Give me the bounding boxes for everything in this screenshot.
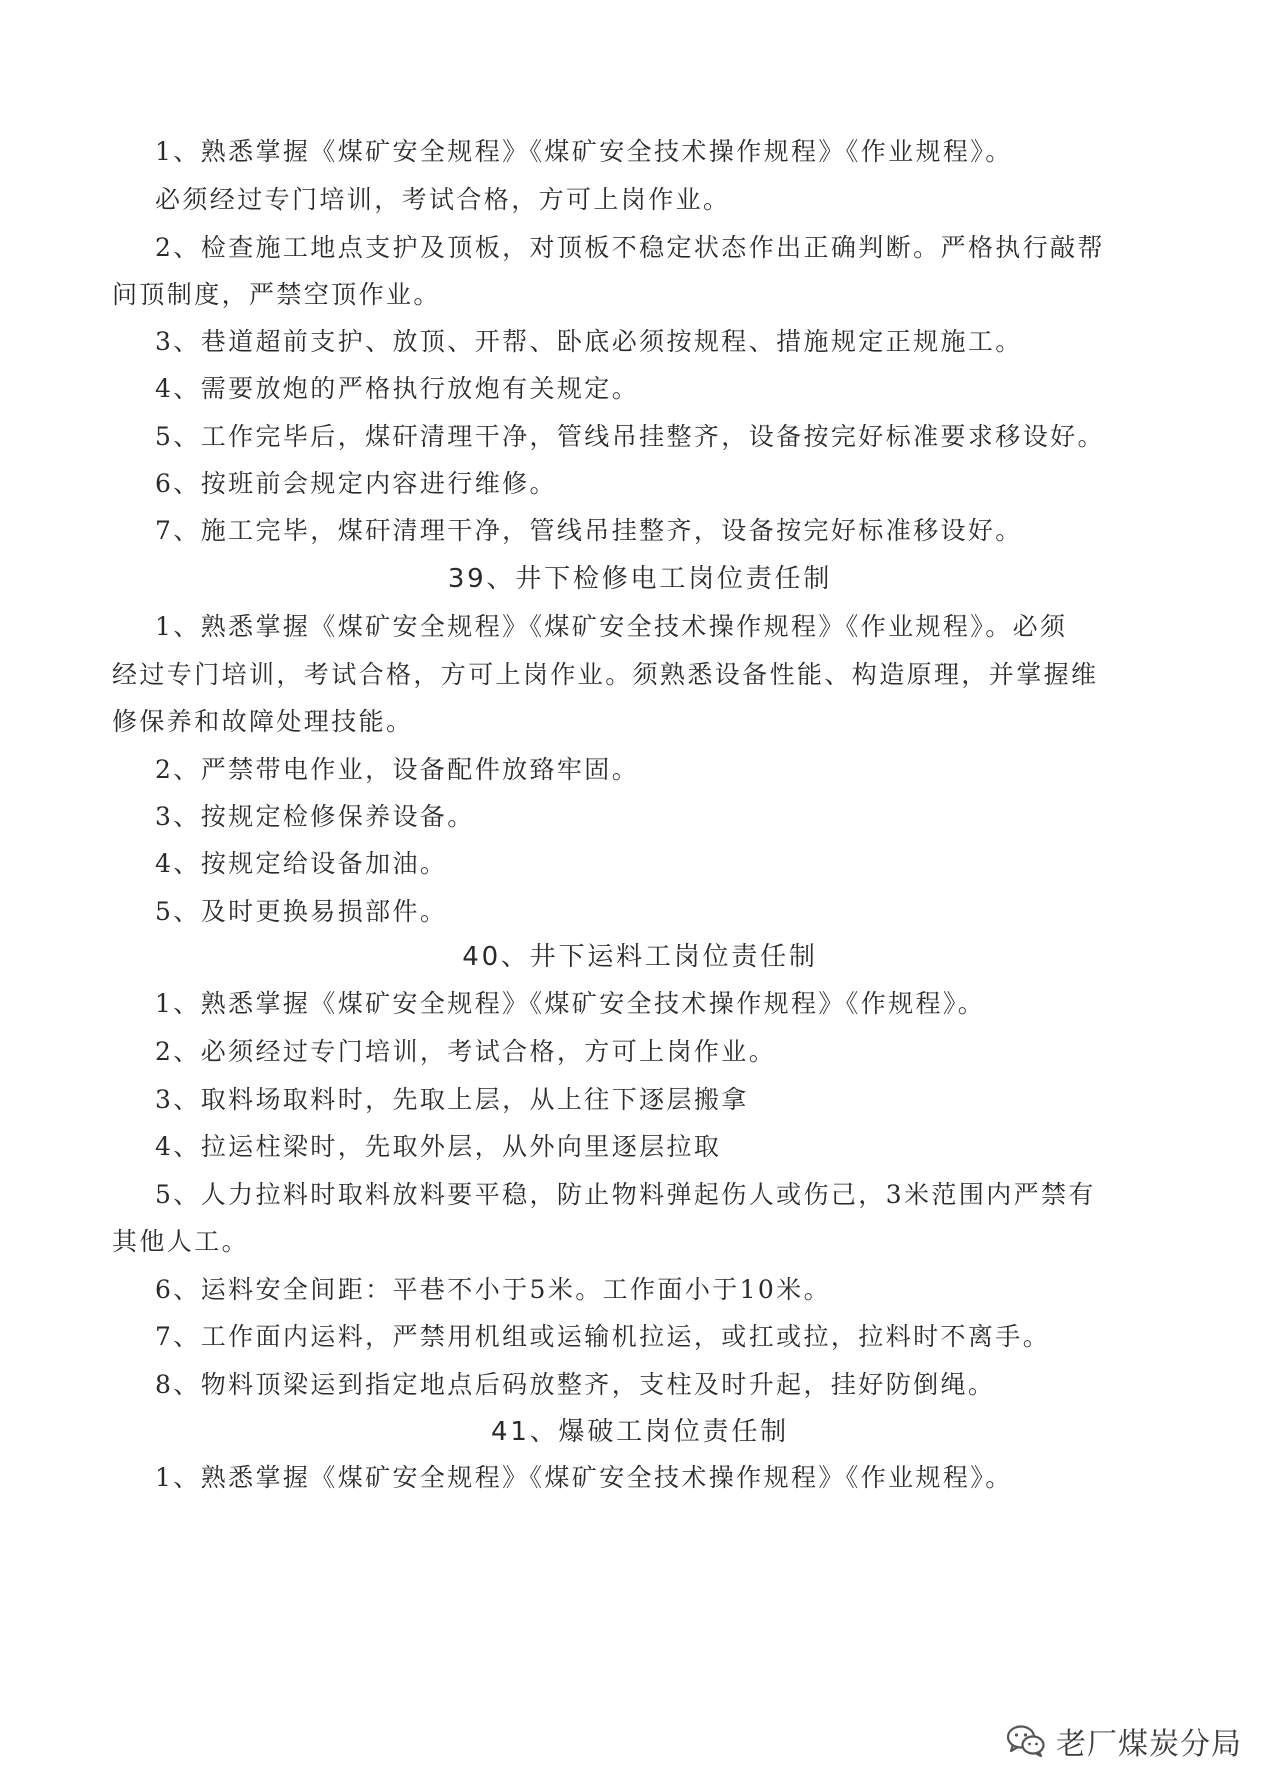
paragraph-line: 5、人力拉料时取料放料要平稳，防止物料弹起伤人或伤己，3米范围内严禁有	[155, 1180, 1096, 1209]
paragraph-line: 3、巷道超前支护、放顶、开帮、卧底必须按规程、措施规定正规施工。	[155, 327, 1023, 356]
paragraph-line: 经过专门培训，考试合格，方可上岗作业。须熟悉设备性能、构造原理，并掌握维	[112, 660, 1099, 689]
paragraph-line: 1、熟悉掌握《煤矿安全规程》《煤矿安全技术操作规程》《作业规程》。必须	[155, 612, 1068, 641]
section-heading: 39、井下检修电工岗位责任制	[447, 564, 833, 594]
paragraph-line: 必须经过专门培训，考试合格，方可上岗作业。	[155, 185, 731, 214]
paragraph-line: 2、检查施工地点支护及顶板，对顶板不稳定状态作出正确判断。严格执行敲帮	[155, 233, 1105, 262]
watermark	[1006, 1719, 1242, 1763]
paragraph-line: 其他人工。	[112, 1227, 250, 1256]
paragraph-line: 1、熟悉掌握《煤矿安全规程》《煤矿安全技术操作规程》《作规程》。	[155, 989, 986, 1018]
paragraph-line: 4、需要放炮的严格执行放炮有关规定。	[155, 374, 640, 403]
paragraph-line: 修保养和故障处理技能。	[112, 707, 414, 736]
section-heading: 40、井下运料工岗位责任制	[462, 942, 818, 972]
paragraph-line: 5、工作完毕后，煤矸清理干净，管线吊挂整齐，设备按完好标准要求移设好。	[155, 422, 1105, 451]
paragraph-line: 1、熟悉掌握《煤矿安全规程》《煤矿安全技术操作规程》《作业规程》。	[155, 137, 1013, 166]
paragraph-line: 7、工作面内运料，严禁用机组或运输机拉运，或扛或拉，拉料时不离手。	[155, 1322, 1051, 1351]
paragraph-line: 4、拉运柱梁时，先取外层，从外向里逐层拉取	[155, 1132, 722, 1161]
paragraph-line: 8、物料顶梁运到指定地点后码放整齐，支柱及时升起，挂好防倒绳。	[155, 1370, 996, 1399]
watermark-text: 老厂煤炭分局	[1056, 1727, 1242, 1762]
paragraph-line: 4、按规定给设备加油。	[155, 849, 448, 878]
paragraph-line: 5、及时更换易损部件。	[155, 897, 448, 926]
paragraph-line: 6、运料安全间距：平巷不小于5米。工作面小于10米。	[155, 1275, 832, 1304]
paragraph-line: 3、按规定检修保养设备。	[155, 802, 475, 831]
paragraph-line: 2、必须经过专门培训，考试合格，方可上岗作业。	[155, 1037, 777, 1066]
paragraph-line: 3、取料场取料时，先取上层，从上往下逐层搬拿	[155, 1085, 749, 1114]
wechat-icon	[1006, 1724, 1046, 1758]
section-heading: 41、爆破工岗位责任制	[491, 1417, 789, 1447]
paragraph-line: 6、按班前会规定内容进行维修。	[155, 469, 557, 498]
paragraph-line: 7、施工完毕，煤矸清理干净，管线吊挂整齐，设备按完好标准移设好。	[155, 516, 1023, 545]
paragraph-line: 1、熟悉掌握《煤矿安全规程》《煤矿安全技术操作规程》《作业规程》。	[155, 1463, 1013, 1492]
paragraph-line: 问顶制度，严禁空顶作业。	[112, 280, 441, 309]
paragraph-line: 2、严禁带电作业，设备配件放臵牢固。	[155, 755, 640, 784]
